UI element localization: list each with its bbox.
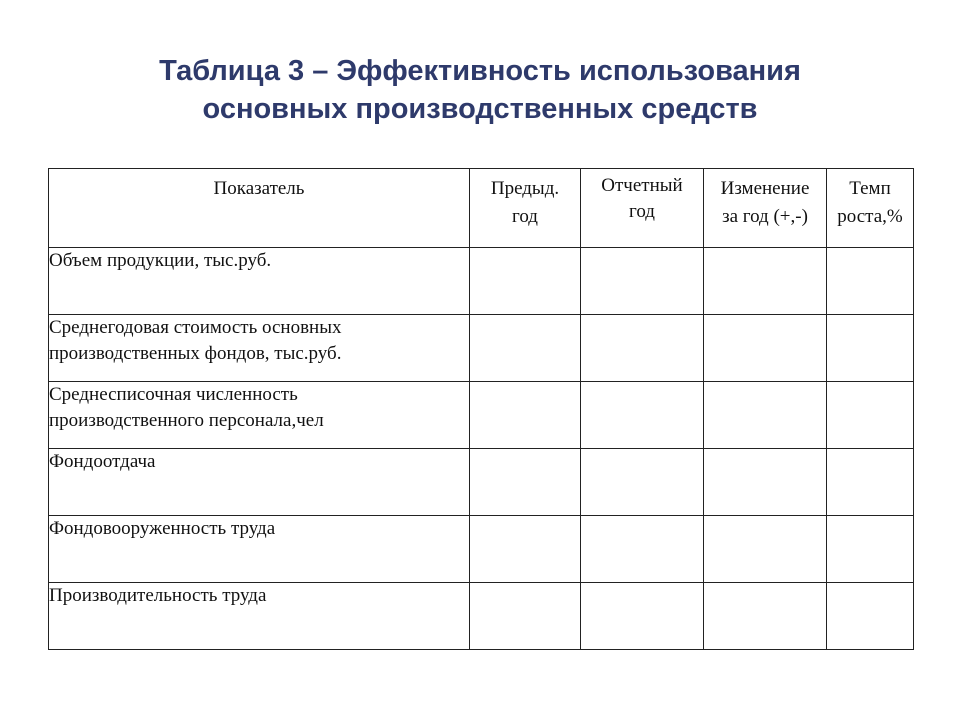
row-label-text: Фондовооруженность труда [49,518,276,539]
value-cell [470,516,581,583]
value-cell [581,583,704,650]
value-cell [581,382,704,449]
value-cell [704,315,827,382]
column-header-growth-rate [827,169,914,248]
row-label-text: Фондоотдача [49,451,156,472]
value-cell [470,583,581,650]
row-label-text: Объем продукции, тыс.руб. [49,250,272,271]
value-cell [581,449,704,516]
column-header-text: год [629,201,655,222]
row-label [49,315,470,382]
value-cell [827,449,914,516]
column-header-text: роста,% [837,206,903,227]
value-cell [470,248,581,315]
value-cell [470,315,581,382]
table-row [49,449,914,516]
value-cell [704,248,827,315]
column-header-text: год [512,206,538,227]
value-cell [470,449,581,516]
table-row [49,516,914,583]
row-label-text: производственных фондов, тыс.руб. [49,343,342,364]
column-header-text: Темп [849,178,891,199]
value-cell [827,382,914,449]
row-label [49,449,470,516]
row-label [49,583,470,650]
row-label-text: производственного персонала,чел [49,410,324,431]
title-line-2: основных производственных средств [202,93,758,125]
column-header-text: за год (+,-) [722,206,808,227]
value-cell [704,516,827,583]
value-cell [827,315,914,382]
value-cell [704,583,827,650]
row-label [49,248,470,315]
table-row [49,315,914,382]
column-header-text: Показатель [213,178,305,199]
column-header-change [704,169,827,248]
value-cell [581,516,704,583]
row-label [49,516,470,583]
column-header-text: Отчетный [601,175,683,196]
column-header-reporting-year [581,169,704,248]
value-cell [827,583,914,650]
table-row [49,248,914,315]
row-label-text: Производительность труда [49,585,267,606]
value-cell [704,449,827,516]
table-row [49,583,914,650]
row-label [49,382,470,449]
column-header-text: Изменение [720,178,810,199]
value-cell [827,516,914,583]
page-title [0,52,960,128]
column-header-previous-year [470,169,581,248]
row-label-text: Среднесписочная численность [49,384,298,405]
value-cell [470,382,581,449]
value-cell [704,382,827,449]
value-cell [827,248,914,315]
column-header-indicator [49,169,470,248]
value-cell [581,248,704,315]
row-label-text: Среднегодовая стоимость основных [49,317,342,338]
table-row [49,382,914,449]
table-header-row [49,169,914,248]
column-header-text: Предыд. [490,178,560,199]
efficiency-table [48,168,914,650]
value-cell [581,315,704,382]
title-line-1: Таблица 3 – Эффективность использования [159,55,801,87]
